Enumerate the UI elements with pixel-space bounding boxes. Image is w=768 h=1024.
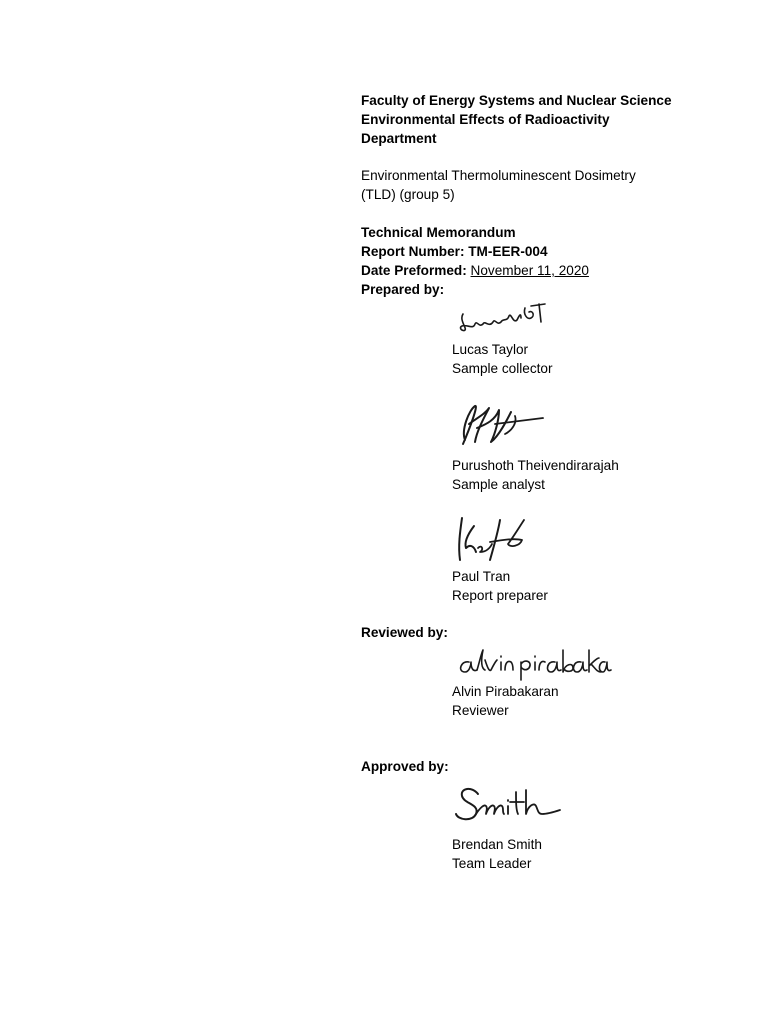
signatory-role: Reviewer — [452, 703, 509, 718]
prepared-by-label: Prepared by: — [361, 282, 445, 297]
date-performed — [361, 261, 589, 280]
signatory-name: Brendan Smith — [452, 837, 542, 852]
faculty-heading: Faculty of Energy Systems and Nuclear Science — [361, 93, 672, 108]
signature-purushoth-theivendirarajah — [455, 400, 550, 450]
signature-alvin-pirabakaran — [455, 646, 615, 682]
signatory-name: Lucas Taylor — [452, 342, 529, 357]
signatory-role: Team Leader — [452, 856, 532, 871]
signatory-role: Report preparer — [452, 588, 548, 603]
signature-lucas-taylor — [455, 300, 555, 340]
date-value: November 11, 2020 — [470, 263, 589, 278]
approved-by-label: Approved by: — [361, 759, 449, 774]
signatory-name: Paul Tran — [452, 569, 511, 584]
project-title-line2: (TLD) (group 5) — [361, 187, 455, 202]
date-label: Date Preformed: — [361, 263, 467, 278]
report-number: Report Number: TM-EER-004 — [361, 244, 548, 259]
reviewed-by-label: Reviewed by: — [361, 625, 448, 640]
signature-paul-tran — [450, 514, 535, 564]
signature-brendan-smith — [452, 782, 567, 828]
signatory-name: Alvin Pirabakaran — [452, 684, 559, 699]
project-title-line1: Environmental Thermoluminescent Dosimetry — [361, 168, 636, 183]
signatory-role: Sample collector — [452, 361, 553, 376]
memo-type: Technical Memorandum — [361, 225, 516, 240]
signatory-name: Purushoth Theivendirarajah — [452, 458, 619, 473]
department-heading-line1: Environmental Effects of Radioactivity — [361, 112, 610, 127]
department-heading-line2: Department — [361, 131, 437, 146]
signatory-role: Sample analyst — [452, 477, 545, 492]
